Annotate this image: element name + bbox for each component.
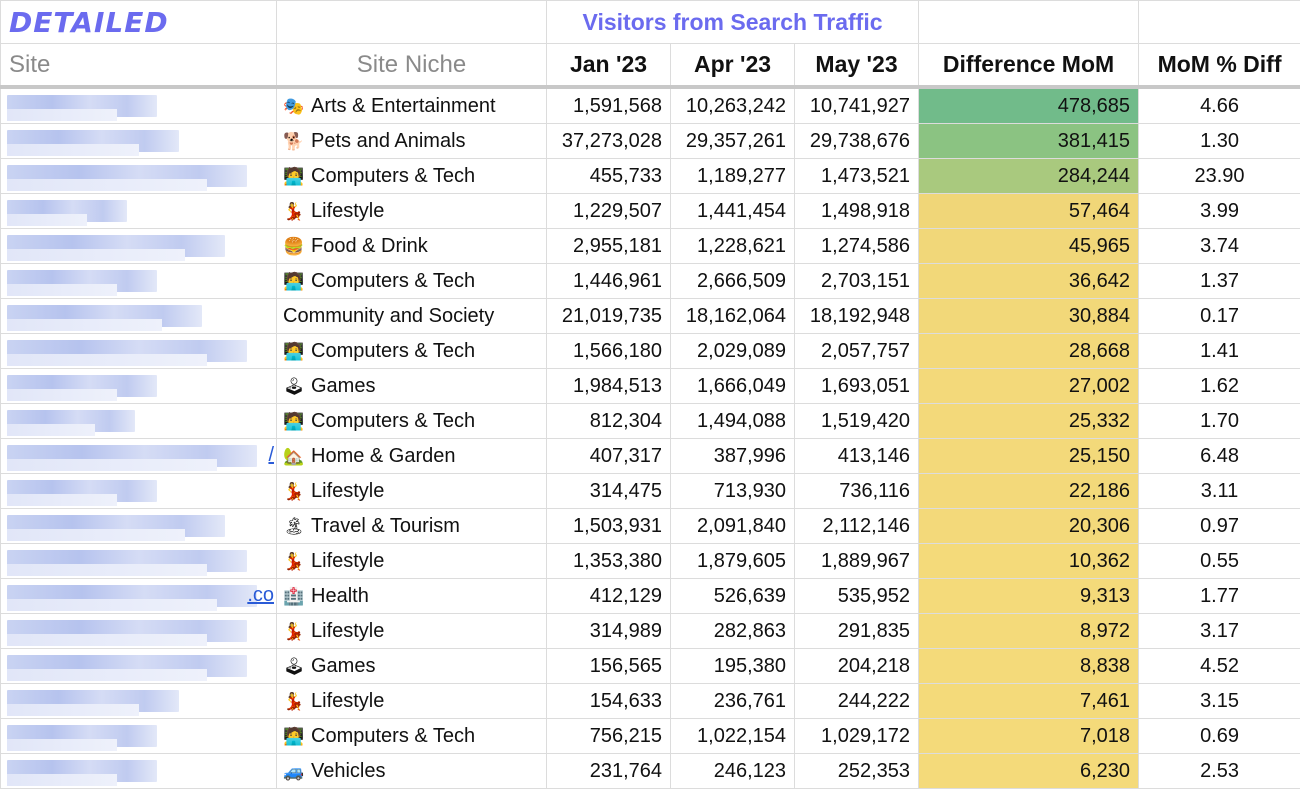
may-value[interactable]: 252,353 — [795, 754, 919, 789]
redacted-site-url — [7, 179, 207, 191]
diff-value[interactable]: 8,838 — [919, 649, 1139, 684]
may-value[interactable]: 204,218 — [795, 649, 919, 684]
house-garden-icon: 🏡 — [283, 447, 305, 467]
site-cell[interactable] — [1, 404, 277, 439]
diff-value[interactable]: 9,313 — [919, 579, 1139, 614]
niche-label: Games — [311, 655, 375, 677]
niche-cell[interactable] — [277, 579, 547, 614]
may-value[interactable]: 1,498,918 — [795, 194, 919, 229]
table-row[interactable] — [1, 334, 1300, 369]
redacted-site-url — [7, 634, 207, 646]
table-row[interactable] — [1, 369, 1300, 404]
technologist-icon: 🧑‍💻 — [283, 412, 305, 432]
diff-value[interactable]: 22,186 — [919, 474, 1139, 509]
niche-cell[interactable] — [277, 264, 547, 299]
site-cell[interactable] — [1, 474, 277, 509]
redacted-site-url — [7, 739, 117, 751]
niche-label: Travel & Tourism — [311, 515, 460, 537]
table-row[interactable] — [1, 124, 1300, 159]
header-diff[interactable]: Difference MoM — [919, 44, 1139, 88]
technologist-icon: 🧑‍💻 — [283, 342, 305, 362]
apr-value[interactable]: 246,123 — [671, 754, 795, 789]
redacted-site-url — [7, 354, 207, 366]
may-value[interactable]: 2,112,146 — [795, 509, 919, 544]
niche-cell[interactable] — [277, 194, 547, 229]
redacted-site-url — [7, 284, 117, 296]
redacted-site-url — [7, 109, 117, 121]
redacted-site-url — [7, 319, 162, 331]
pct-value[interactable]: 23.90 — [1139, 159, 1300, 194]
pct-value[interactable]: 3.17 — [1139, 614, 1300, 649]
jan-value[interactable]: 314,475 — [547, 474, 671, 509]
may-value[interactable]: 535,952 — [795, 579, 919, 614]
header-site[interactable]: Site — [1, 44, 277, 88]
may-value[interactable]: 291,835 — [795, 614, 919, 649]
redacted-site-url — [7, 564, 207, 576]
niche-label: Arts & Entertainment — [311, 95, 496, 117]
table-row[interactable] — [1, 544, 1300, 579]
apr-value[interactable]: 1,494,088 — [671, 404, 795, 439]
niche-label: Health — [311, 585, 369, 607]
header-apr[interactable]: Apr '23 — [671, 44, 795, 88]
apr-value[interactable]: 1,666,049 — [671, 369, 795, 404]
niche-label: Computers & Tech — [311, 410, 475, 432]
may-value[interactable]: 1,473,521 — [795, 159, 919, 194]
niche-label: Food & Drink — [311, 235, 428, 257]
diff-value[interactable]: 10,362 — [919, 544, 1139, 579]
dog-icon: 🐕 — [283, 132, 305, 152]
diff-value[interactable]: 7,461 — [919, 684, 1139, 719]
table-row[interactable] — [1, 229, 1300, 264]
jan-value[interactable]: 1,566,180 — [547, 334, 671, 369]
pct-value[interactable]: 3.11 — [1139, 474, 1300, 509]
niche-label: Computers & Tech — [311, 725, 475, 747]
diff-value[interactable]: 27,002 — [919, 369, 1139, 404]
table-row[interactable] — [1, 264, 1300, 299]
site-cell[interactable] — [1, 439, 277, 474]
table-row[interactable] — [1, 159, 1300, 194]
apr-value[interactable]: 195,380 — [671, 649, 795, 684]
jan-value[interactable]: 1,503,931 — [547, 509, 671, 544]
redacted-site-url — [7, 249, 185, 261]
pct-value[interactable]: 4.66 — [1139, 87, 1300, 124]
table-row[interactable] — [1, 684, 1300, 719]
pct-value[interactable]: 6.48 — [1139, 439, 1300, 474]
niche-label: Computers & Tech — [311, 165, 475, 187]
niche-label: Vehicles — [311, 760, 386, 782]
jan-value[interactable]: 407,317 — [547, 439, 671, 474]
technologist-icon: 🧑‍💻 — [283, 727, 305, 747]
header-jan[interactable]: Jan '23 — [547, 44, 671, 88]
pct-value[interactable]: 1.70 — [1139, 404, 1300, 439]
technologist-icon: 🧑‍💻 — [283, 272, 305, 292]
may-value[interactable]: 2,057,757 — [795, 334, 919, 369]
theater-masks-icon: 🎭 — [283, 97, 305, 117]
niche-label: Lifestyle — [311, 550, 384, 572]
niche-label: Lifestyle — [311, 690, 384, 712]
apr-value[interactable]: 1,189,277 — [671, 159, 795, 194]
header-niche[interactable]: Site Niche — [277, 44, 547, 88]
niche-cell[interactable] — [277, 649, 547, 684]
jan-value[interactable]: 812,304 — [547, 404, 671, 439]
dancer-icon: 💃 — [283, 622, 305, 642]
site-cell[interactable] — [1, 87, 277, 124]
may-value[interactable]: 413,146 — [795, 439, 919, 474]
niche-label: Computers & Tech — [311, 340, 475, 362]
table-row[interactable] — [1, 649, 1300, 684]
empty-cell[interactable] — [277, 1, 547, 44]
table-row[interactable] — [1, 509, 1300, 544]
niche-label: Games — [311, 375, 375, 397]
site-cell[interactable] — [1, 579, 277, 614]
pct-value[interactable]: 1.62 — [1139, 369, 1300, 404]
niche-cell[interactable] — [277, 229, 547, 264]
pct-value[interactable]: 1.30 — [1139, 124, 1300, 159]
site-link-fragment[interactable]: .co — [247, 584, 274, 607]
jan-value[interactable]: 21,019,735 — [547, 299, 671, 334]
redacted-site-url — [7, 424, 95, 436]
diff-value[interactable]: 8,972 — [919, 614, 1139, 649]
niche-label: Lifestyle — [311, 620, 384, 642]
niche-cell[interactable] — [277, 754, 547, 789]
apr-value[interactable]: 236,761 — [671, 684, 795, 719]
site-cell[interactable] — [1, 369, 277, 404]
site-cell[interactable] — [1, 159, 277, 194]
pct-value[interactable]: 3.99 — [1139, 194, 1300, 229]
table-row[interactable] — [1, 719, 1300, 754]
dancer-icon: 💃 — [283, 482, 305, 502]
niche-cell[interactable] — [277, 404, 547, 439]
jan-value[interactable]: 1,353,380 — [547, 544, 671, 579]
niche-cell[interactable] — [277, 334, 547, 369]
table-row[interactable] — [1, 754, 1300, 789]
redacted-site-url — [7, 144, 139, 156]
apr-value[interactable]: 10,263,242 — [671, 87, 795, 124]
pct-value[interactable]: 0.17 — [1139, 299, 1300, 334]
table-row[interactable] — [1, 404, 1300, 439]
niche-cell[interactable] — [277, 159, 547, 194]
redacted-site-url — [7, 599, 217, 611]
apr-value[interactable]: 1,879,605 — [671, 544, 795, 579]
apr-value[interactable]: 2,091,840 — [671, 509, 795, 544]
banner-title[interactable]: Visitors from Search Traffic — [547, 1, 919, 44]
diff-value[interactable]: 30,884 — [919, 299, 1139, 334]
may-value[interactable]: 1,519,420 — [795, 404, 919, 439]
site-cell[interactable] — [1, 614, 277, 649]
niche-cell[interactable] — [277, 684, 547, 719]
apr-value[interactable]: 2,029,089 — [671, 334, 795, 369]
redacted-site-url — [7, 669, 207, 681]
jan-value[interactable]: 1,984,513 — [547, 369, 671, 404]
niche-cell[interactable] — [277, 87, 547, 124]
diff-value[interactable]: 28,668 — [919, 334, 1139, 369]
niche-label: Computers & Tech — [311, 270, 475, 292]
diff-value[interactable]: 478,685 — [919, 87, 1139, 124]
may-value[interactable]: 1,029,172 — [795, 719, 919, 754]
diff-value[interactable]: 57,464 — [919, 194, 1139, 229]
may-value[interactable]: 18,192,948 — [795, 299, 919, 334]
dancer-icon: 💃 — [283, 202, 305, 222]
niche-cell[interactable] — [277, 299, 547, 334]
site-cell[interactable] — [1, 194, 277, 229]
site-cell[interactable] — [1, 509, 277, 544]
pct-value[interactable]: 1.77 — [1139, 579, 1300, 614]
pct-value[interactable]: 0.55 — [1139, 544, 1300, 579]
site-cell[interactable] — [1, 649, 277, 684]
pct-value[interactable]: 0.69 — [1139, 719, 1300, 754]
niche-label: Lifestyle — [311, 200, 384, 222]
pct-value[interactable]: 1.37 — [1139, 264, 1300, 299]
site-cell[interactable] — [1, 684, 277, 719]
diff-value[interactable]: 6,230 — [919, 754, 1139, 789]
burger-icon: 🍔 — [283, 237, 305, 257]
table-row[interactable] — [1, 579, 1300, 614]
niche-cell[interactable] — [277, 124, 547, 159]
table-row[interactable] — [1, 299, 1300, 334]
apr-value[interactable]: 1,441,454 — [671, 194, 795, 229]
jan-value[interactable]: 2,955,181 — [547, 229, 671, 264]
header-row — [1, 44, 1300, 88]
niche-label: Lifestyle — [311, 480, 384, 502]
niche-cell[interactable] — [277, 369, 547, 404]
redacted-site-url — [7, 459, 217, 471]
jan-value[interactable]: 455,733 — [547, 159, 671, 194]
niche-label: Community and Society — [283, 305, 494, 327]
may-value[interactable]: 29,738,676 — [795, 124, 919, 159]
joystick-icon: 🕹 — [283, 377, 305, 397]
niche-label: Home & Garden — [311, 445, 456, 467]
diff-value[interactable]: 284,244 — [919, 159, 1139, 194]
redacted-site-url — [7, 774, 117, 786]
jan-value[interactable]: 412,129 — [547, 579, 671, 614]
niche-cell[interactable] — [277, 439, 547, 474]
pct-value[interactable]: 4.52 — [1139, 649, 1300, 684]
diff-value[interactable]: 45,965 — [919, 229, 1139, 264]
table-row[interactable] — [1, 439, 1300, 474]
diff-value[interactable]: 25,150 — [919, 439, 1139, 474]
apr-value[interactable]: 18,162,064 — [671, 299, 795, 334]
header-pct[interactable]: MoM % Diff — [1139, 44, 1300, 88]
site-cell[interactable] — [1, 544, 277, 579]
hospital-icon: 🏥 — [283, 587, 305, 607]
header-may[interactable]: May '23 — [795, 44, 919, 88]
niche-cell[interactable] — [277, 614, 547, 649]
may-value[interactable]: 736,116 — [795, 474, 919, 509]
site-cell[interactable] — [1, 124, 277, 159]
pct-value[interactable]: 0.97 — [1139, 509, 1300, 544]
apr-value[interactable]: 526,639 — [671, 579, 795, 614]
brand-logo: DETAILED — [1, 1, 277, 44]
site-cell[interactable] — [1, 264, 277, 299]
jan-value[interactable]: 756,215 — [547, 719, 671, 754]
may-value[interactable]: 244,222 — [795, 684, 919, 719]
pct-value[interactable]: 3.74 — [1139, 229, 1300, 264]
diff-value[interactable]: 36,642 — [919, 264, 1139, 299]
diff-value[interactable]: 381,415 — [919, 124, 1139, 159]
jan-value[interactable]: 156,565 — [547, 649, 671, 684]
site-cell[interactable] — [1, 229, 277, 264]
niche-cell[interactable] — [277, 719, 547, 754]
diff-value[interactable]: 25,332 — [919, 404, 1139, 439]
technologist-icon: 🧑‍💻 — [283, 167, 305, 187]
may-value[interactable]: 10,741,927 — [795, 87, 919, 124]
table-row[interactable] — [1, 614, 1300, 649]
car-icon: 🚙 — [283, 762, 305, 782]
apr-value[interactable]: 282,863 — [671, 614, 795, 649]
diff-value[interactable]: 20,306 — [919, 509, 1139, 544]
table-row[interactable] — [1, 474, 1300, 509]
joystick-icon: 🕹 — [283, 657, 305, 677]
jan-value[interactable]: 1,229,507 — [547, 194, 671, 229]
jan-value[interactable]: 1,591,568 — [547, 87, 671, 124]
dancer-icon: 💃 — [283, 692, 305, 712]
pct-value[interactable]: 3.15 — [1139, 684, 1300, 719]
niche-label: Pets and Animals — [311, 130, 466, 152]
site-cell[interactable] — [1, 334, 277, 369]
may-value[interactable]: 1,274,586 — [795, 229, 919, 264]
jan-value[interactable]: 314,989 — [547, 614, 671, 649]
diff-value[interactable]: 7,018 — [919, 719, 1139, 754]
site-link-fragment[interactable]: / — [268, 444, 274, 467]
apr-value[interactable]: 2,666,509 — [671, 264, 795, 299]
may-value[interactable]: 1,693,051 — [795, 369, 919, 404]
apr-value[interactable]: 1,022,154 — [671, 719, 795, 754]
pct-value[interactable]: 2.53 — [1139, 754, 1300, 789]
jan-value[interactable]: 231,764 — [547, 754, 671, 789]
empty-cell[interactable] — [1139, 1, 1300, 44]
jan-value[interactable]: 37,273,028 — [547, 124, 671, 159]
redacted-site-url — [7, 214, 87, 226]
title-row — [1, 1, 1300, 44]
site-cell[interactable] — [1, 719, 277, 754]
redacted-site-url — [7, 704, 139, 716]
site-cell[interactable] — [1, 754, 277, 789]
redacted-site-url — [7, 529, 185, 541]
redacted-site-url — [7, 494, 117, 506]
table-row[interactable] — [1, 194, 1300, 229]
dancer-icon: 💃 — [283, 552, 305, 572]
may-value[interactable]: 1,889,967 — [795, 544, 919, 579]
may-value[interactable]: 2,703,151 — [795, 264, 919, 299]
apr-value[interactable]: 387,996 — [671, 439, 795, 474]
apr-value[interactable]: 1,228,621 — [671, 229, 795, 264]
redacted-site-url — [7, 389, 117, 401]
table-row[interactable] — [1, 87, 1300, 124]
island-icon: 🏝 — [283, 517, 305, 537]
apr-value[interactable]: 713,930 — [671, 474, 795, 509]
jan-value[interactable]: 154,633 — [547, 684, 671, 719]
niche-cell[interactable] — [277, 544, 547, 579]
apr-value[interactable]: 29,357,261 — [671, 124, 795, 159]
site-cell[interactable] — [1, 299, 277, 334]
niche-cell[interactable] — [277, 509, 547, 544]
empty-cell[interactable] — [919, 1, 1139, 44]
jan-value[interactable]: 1,446,961 — [547, 264, 671, 299]
niche-cell[interactable] — [277, 474, 547, 509]
pct-value[interactable]: 1.41 — [1139, 334, 1300, 369]
